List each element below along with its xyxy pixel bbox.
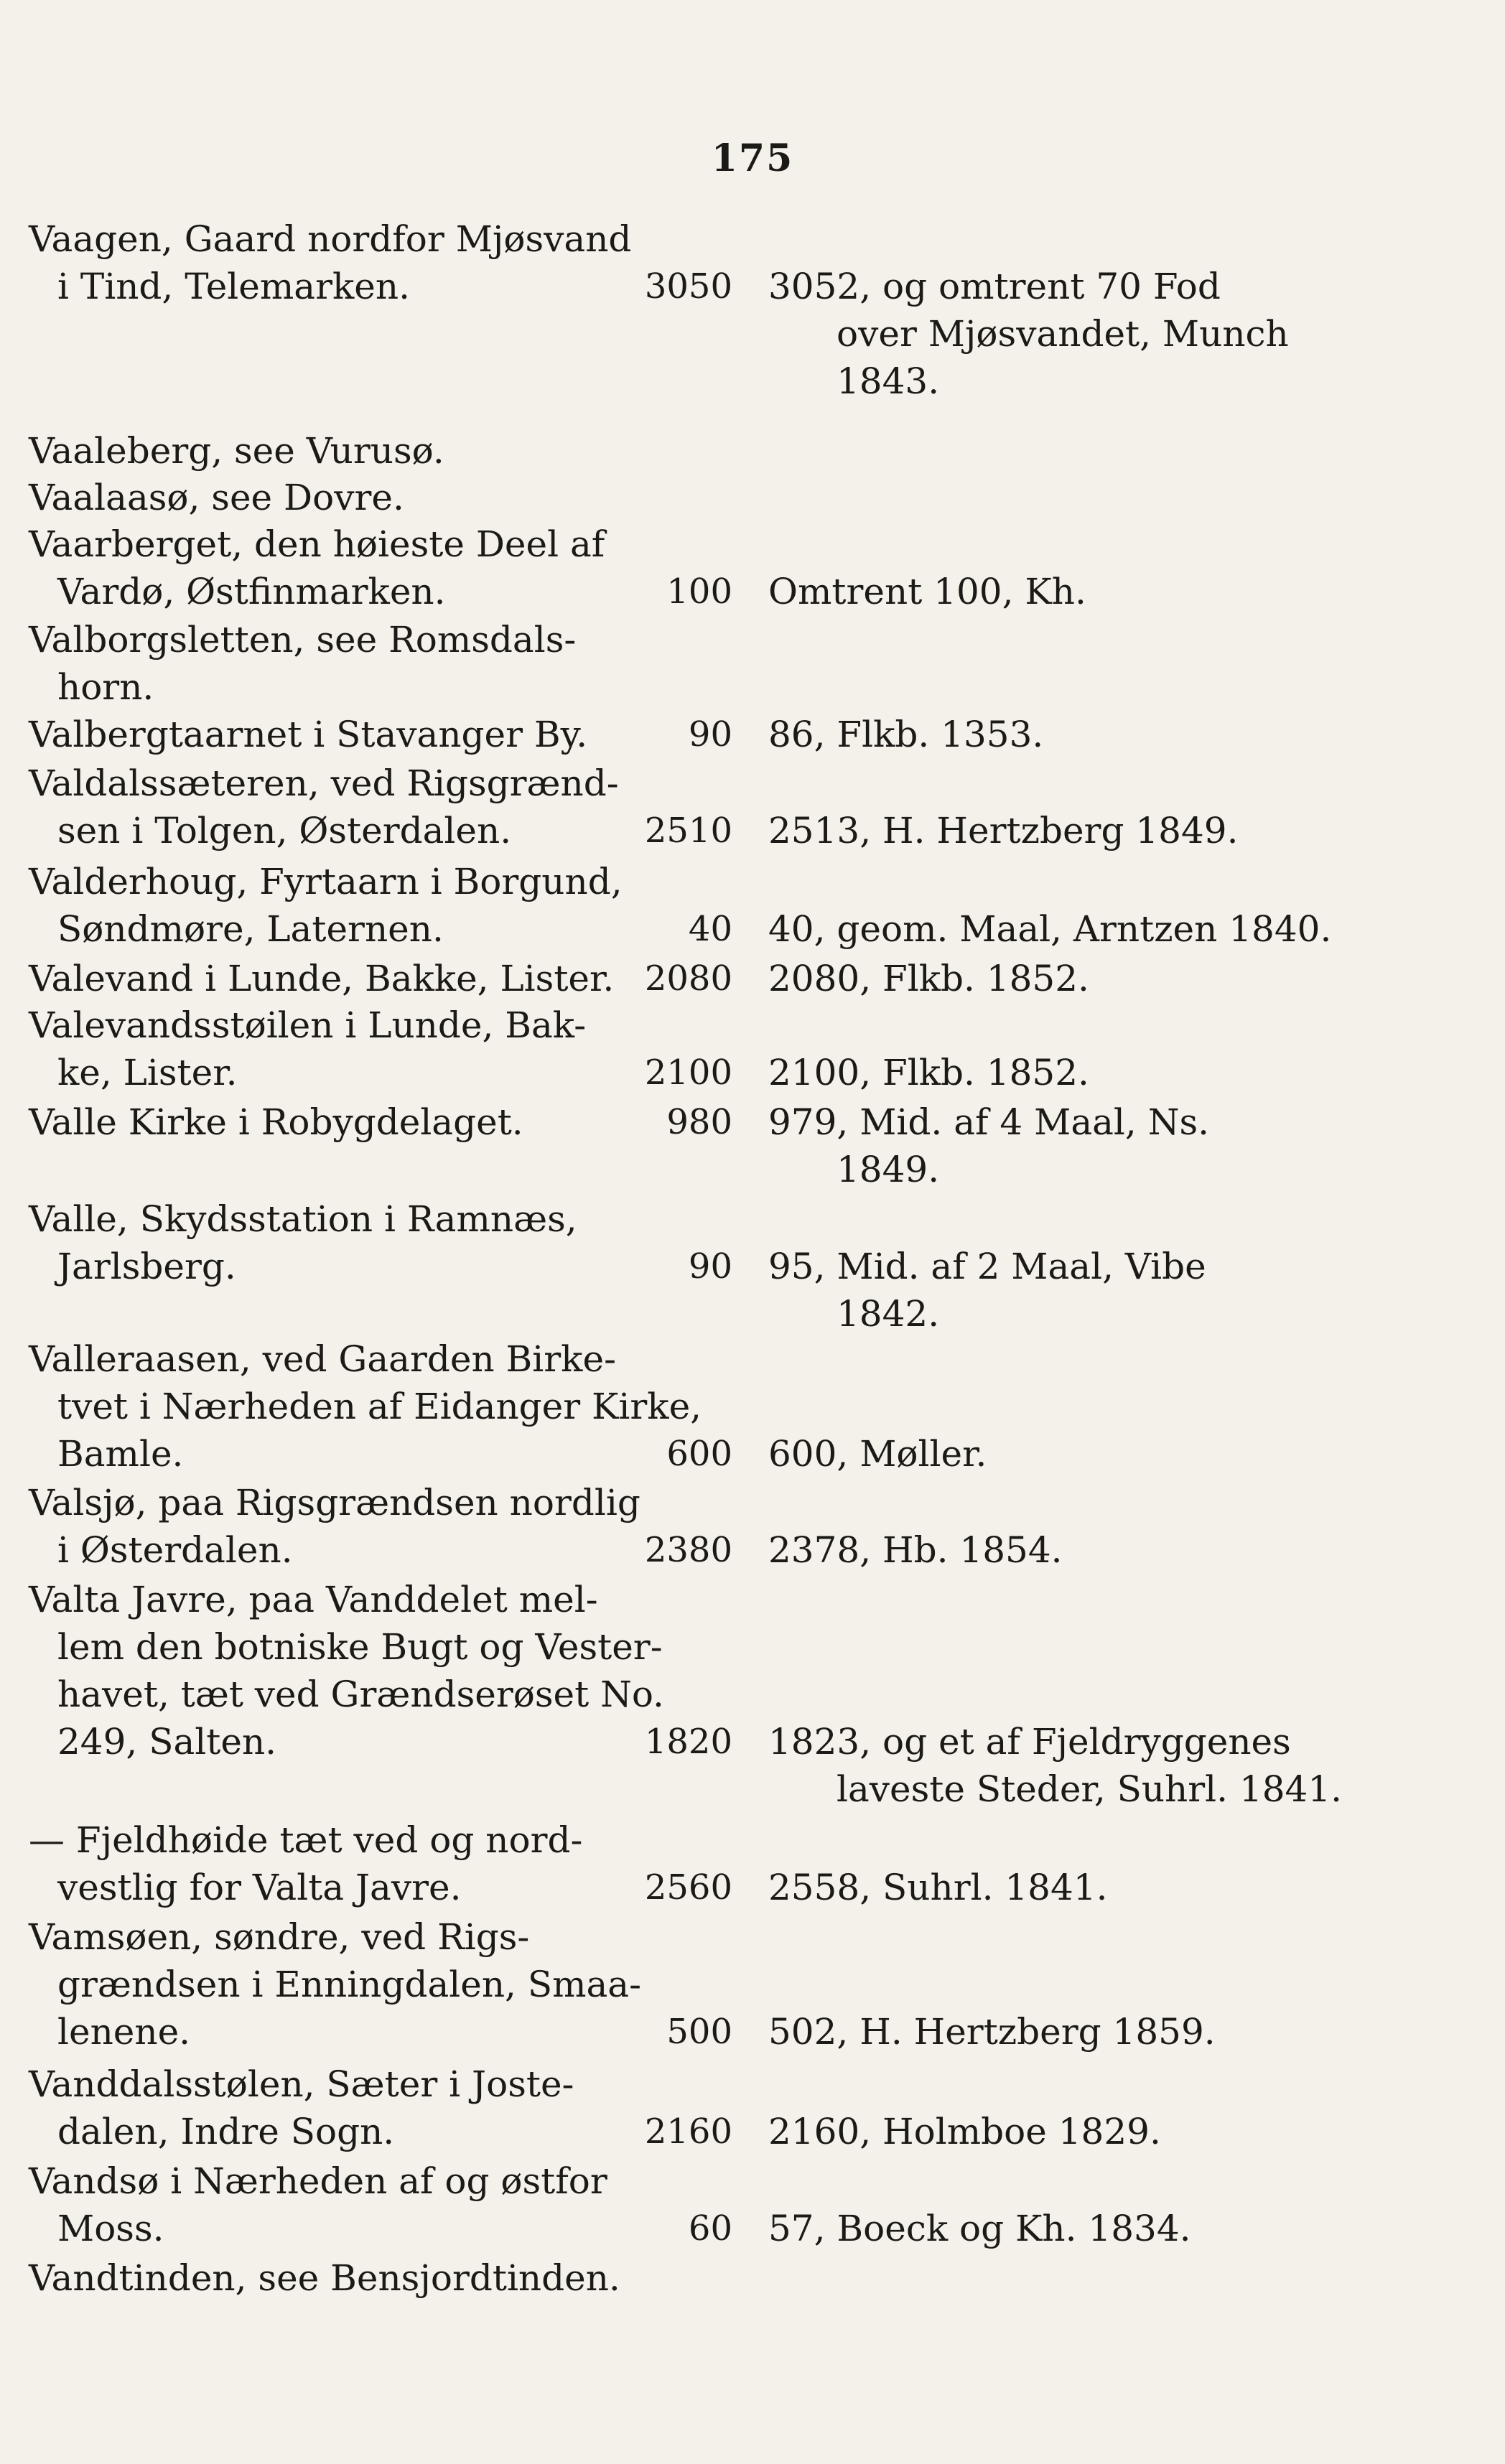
place-line: ke, Lister. bbox=[57, 1052, 238, 1093]
place-line: Valevandsstøilen i Lunde, Bak- bbox=[29, 1004, 587, 1046]
place-name bbox=[29, 474, 625, 521]
place-name bbox=[29, 1479, 640, 1574]
note-line: 40, geom. Maal, Arntzen 1840. bbox=[768, 908, 1332, 950]
note-line: over Mjøsvandet, Munch bbox=[837, 313, 1289, 355]
note-line: 2513, H. Hertzberg 1849. bbox=[768, 810, 1239, 851]
place-line: Valbergtaarnet i Stavanger By. bbox=[29, 714, 588, 755]
measurement-note bbox=[768, 2008, 1486, 2055]
place-line: Vaaleberg, see Vurusø. bbox=[29, 430, 444, 472]
note-line: 86, Flkb. 1353. bbox=[768, 714, 1044, 755]
height-value: 2380 bbox=[644, 1530, 732, 1570]
place-line: i Østerdalen. bbox=[57, 1529, 293, 1571]
height-value: 100 bbox=[666, 571, 732, 612]
place-line: Valderhoug, Fyrtaarn i Borgund, bbox=[29, 861, 623, 902]
measurement-note bbox=[768, 1243, 1486, 1338]
place-line: Valsjø, paa Rigsgrændsen nordlig bbox=[29, 1482, 640, 1523]
place-name bbox=[29, 2061, 625, 2155]
place-line: sen i Tolgen, Østerdalen. bbox=[57, 810, 512, 851]
place-line: Valle Kirke i Robygdelaget. bbox=[29, 1101, 523, 1143]
note-line: 1842. bbox=[837, 1293, 940, 1335]
measurement-note bbox=[768, 2205, 1486, 2252]
place-name bbox=[29, 2157, 625, 2252]
place-name bbox=[29, 1002, 625, 1096]
height-value: 2560 bbox=[644, 1867, 732, 1908]
place-name bbox=[29, 955, 625, 1002]
measurement-note bbox=[768, 568, 1486, 615]
place-line: Vaalaasø, see Dovre. bbox=[29, 477, 404, 518]
note-line: 1823, og et af Fjeldryggenes bbox=[768, 1721, 1291, 1763]
place-line: dalen, Indre Sogn. bbox=[57, 2111, 395, 2152]
place-line: Jarlsberg. bbox=[57, 1246, 236, 1287]
place-line: Valle, Skydsstation i Ramnæs, bbox=[29, 1198, 577, 1240]
note-line: 3052, og omtrent 70 Fod bbox=[768, 266, 1221, 307]
note-line: 2080, Flkb. 1852. bbox=[768, 958, 1089, 999]
height-value: 1820 bbox=[644, 1722, 732, 1762]
place-line: horn. bbox=[57, 666, 154, 708]
place-name bbox=[29, 1913, 642, 2055]
note-line: 57, Boeck og Kh. 1834. bbox=[768, 2208, 1191, 2249]
note-line: laveste Steder, Suhrl. 1841. bbox=[837, 1768, 1343, 1810]
note-line: 95, Mid. af 2 Maal, Vibe bbox=[768, 1246, 1206, 1287]
note-line: 2378, Hb. 1854. bbox=[768, 1529, 1063, 1571]
place-name bbox=[29, 1195, 625, 1290]
place-line: lenene. bbox=[57, 2011, 191, 2053]
height-value: 60 bbox=[688, 2208, 732, 2249]
place-line: Moss. bbox=[57, 2208, 164, 2249]
note-line: Omtrent 100, Kh. bbox=[768, 571, 1086, 612]
place-name bbox=[29, 215, 632, 310]
place-name bbox=[29, 616, 625, 711]
measurement-note bbox=[768, 1430, 1486, 1478]
place-line: 249, Salten. bbox=[57, 1721, 277, 1763]
measurement-note bbox=[768, 807, 1486, 854]
place-line: Vandsø i Nærheden af og østfor bbox=[29, 2160, 607, 2202]
note-line: 502, H. Hertzberg 1859. bbox=[768, 2011, 1216, 2053]
place-line: lem den botniske Bugt og Vester- bbox=[57, 1626, 663, 1668]
note-line: 979, Mid. af 4 Maal, Ns. bbox=[768, 1101, 1210, 1143]
note-line: 1843. bbox=[837, 360, 940, 402]
place-line: — Fjeldhøide tæt ved og nord- bbox=[29, 1819, 583, 1861]
measurement-note bbox=[768, 711, 1486, 758]
place-line: tvet i Nærheden af Eidanger Kirke, bbox=[57, 1386, 702, 1427]
measurement-note bbox=[768, 1864, 1486, 1911]
place-name bbox=[29, 1816, 625, 1911]
measurement-note bbox=[768, 263, 1486, 405]
place-line: Valdalssæteren, ved Rigsgrænd- bbox=[29, 762, 619, 804]
height-value: 40 bbox=[688, 909, 732, 949]
place-name bbox=[29, 427, 625, 475]
height-value: 980 bbox=[666, 1102, 732, 1142]
height-value: 90 bbox=[688, 1246, 732, 1287]
note-line: 600, Møller. bbox=[768, 1433, 987, 1475]
place-name bbox=[29, 1098, 625, 1146]
measurement-note bbox=[768, 1718, 1486, 1813]
height-value: 90 bbox=[688, 714, 732, 755]
measurement-note bbox=[768, 1098, 1486, 1193]
place-line: Vaarberget, den høieste Deel af bbox=[29, 523, 605, 565]
note-line: 1849. bbox=[837, 1149, 940, 1190]
measurement-note bbox=[768, 1526, 1486, 1574]
place-line: Vandtinden, see Bensjordtinden. bbox=[29, 2257, 620, 2299]
place-line: Vaagen, Gaard nordfor Mjøsvand bbox=[29, 218, 632, 260]
note-line: 2558, Suhrl. 1841. bbox=[768, 1867, 1108, 1908]
place-line: grændsen i Enningdalen, Smaa- bbox=[57, 1964, 642, 2005]
place-line: vestlig for Valta Javre. bbox=[57, 1867, 462, 1908]
place-line: Valevand i Lunde, Bakke, Lister. bbox=[29, 958, 615, 999]
height-value: 2100 bbox=[644, 1053, 732, 1093]
measurement-note bbox=[768, 2108, 1486, 2155]
place-line: i Tind, Telemarken. bbox=[57, 266, 410, 307]
place-name bbox=[29, 1576, 664, 1765]
place-line: Valborgsletten, see Romsdals- bbox=[29, 619, 577, 661]
place-line: havet, tæt ved Grændserøset No. bbox=[57, 1674, 664, 1715]
place-name bbox=[29, 760, 625, 854]
measurement-note bbox=[768, 1049, 1486, 1096]
note-line: 2100, Flkb. 1852. bbox=[768, 1052, 1089, 1093]
height-value: 2080 bbox=[644, 958, 732, 999]
place-line: Søndmøre, Laternen. bbox=[57, 908, 444, 950]
height-value: 2510 bbox=[644, 811, 732, 851]
measurement-note bbox=[768, 905, 1486, 953]
place-line: Vardø, Østfinmarken. bbox=[57, 571, 446, 612]
place-name bbox=[29, 2254, 625, 2302]
measurement-note bbox=[768, 955, 1486, 1002]
height-value: 500 bbox=[666, 2012, 732, 2052]
place-name bbox=[29, 521, 625, 615]
height-value: 2160 bbox=[644, 2111, 732, 2152]
place-name bbox=[29, 858, 625, 953]
height-value: 3050 bbox=[644, 266, 732, 307]
place-line: Vamsøen, søndre, ved Rigs- bbox=[29, 1916, 530, 1958]
place-line: Bamle. bbox=[57, 1433, 184, 1475]
page-number: 175 bbox=[711, 136, 794, 180]
note-line: 2160, Holmboe 1829. bbox=[768, 2111, 1161, 2152]
place-line: Valleraasen, ved Gaarden Birke- bbox=[29, 1338, 616, 1380]
height-value: 600 bbox=[666, 1434, 732, 1474]
place-line: Vanddalsstølen, Sæter i Joste- bbox=[29, 2063, 574, 2105]
place-line: Valta Javre, paa Vanddelet mel- bbox=[29, 1579, 598, 1620]
place-name bbox=[29, 711, 625, 758]
